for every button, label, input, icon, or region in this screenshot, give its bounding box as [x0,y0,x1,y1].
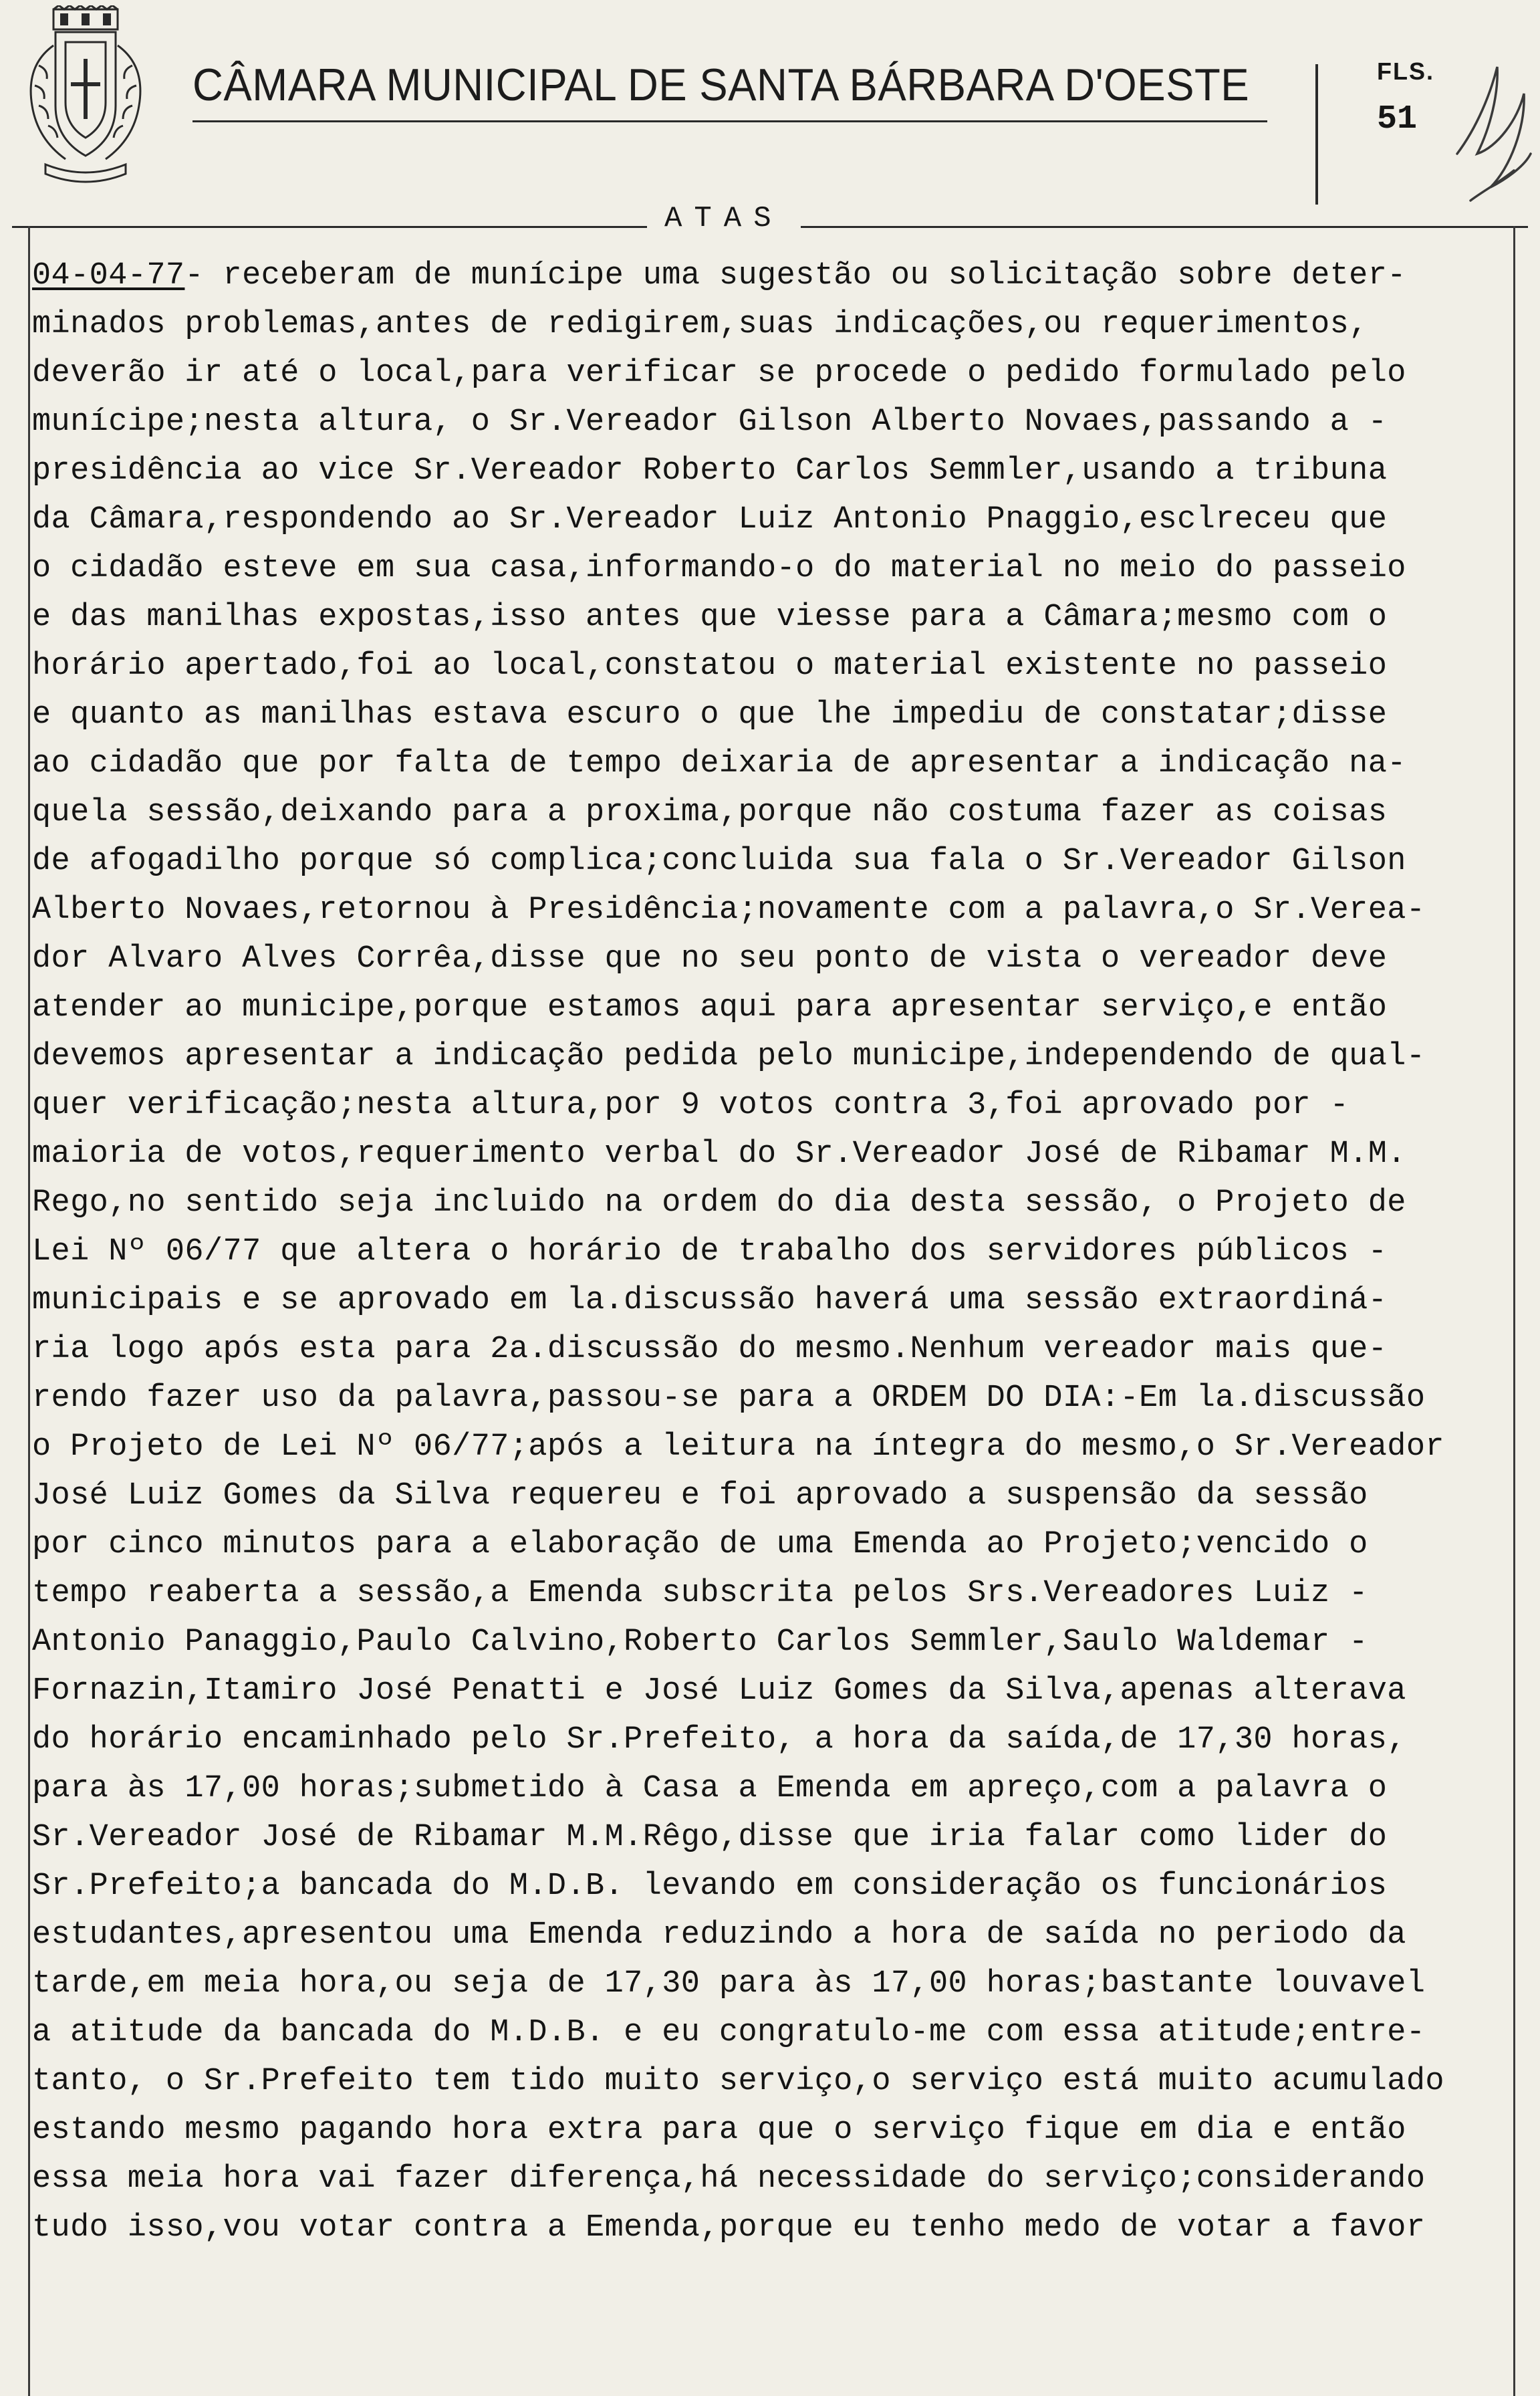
minutes-line: ria logo após esta para 2a.discussão do mesmo.Nenhum vereador mais que- [32,1332,1388,1367]
minutes-line: e quanto as manilhas estava escuro o que lhe impediu de constatar;disse [32,697,1388,733]
minutes-date: 04-04-77 [32,258,185,293]
minutes-line: quer verificação;nesta altura,por 9 votos contra 3,foi aprovado por - [32,1088,1350,1123]
minutes-line: tanto, o Sr.Prefeito tem tido muito serviço,o serviço está muito acumulado [32,2064,1444,2099]
header-divider [1315,64,1318,205]
minutes-line: Antonio Panaggio,Paulo Calvino,Roberto Carlos Semmler,Saulo Waldemar - [32,1625,1368,1660]
minutes-line: da Câmara,respondendo ao Sr.Vereador Luiz Antonio Pnaggio,esclreceu que [32,502,1388,537]
minutes-line: estudantes,apresentou uma Emenda reduzindo a hora de saída no periodo da [32,1917,1406,1953]
minutes-line: de afogadilho porque só complica;concluida sua fala o Sr.Vereador Gilson [32,844,1406,879]
minutes-line: presidência ao vice Sr.Vereador Roberto Carlos Semmler,usando a tribuna [32,453,1388,489]
minutes-line: dor Alvaro Alves Corrêa,disse que no seu ponto de vista o vereador deve [32,941,1388,977]
minutes-line: tarde,em meia hora,ou seja de 17,30 para às 17,00 horas;bastante louvavel [32,1966,1426,2002]
section-label: ATAS [647,202,801,235]
minutes-line: Sr.Vereador José de Ribamar M.M.Rêgo,disse que iria falar como lider do [32,1820,1388,1855]
minutes-line: devemos apresentar a indicação pedida pelo municipe,independendo de qual- [32,1039,1426,1074]
minutes-line-1: 04-04-77- receberam de munícipe uma sugestão ou solicitação sobre deter- [32,258,1406,293]
minutes-line: para às 17,00 horas;submetido à Casa a Emenda em apreço,com a palavra o [32,1771,1388,1806]
minutes-line: o Projeto de Lei Nº 06/77;após a leitura na íntegra do mesmo,o Sr.Vereador [32,1429,1444,1465]
minutes-line: Rego,no sentido seja incluido na ordem do dia desta sessão, o Projeto de [32,1185,1406,1221]
minutes-line: deverão ir até o local,para verificar se procede o pedido formulado pelo [32,356,1406,391]
title-underline [192,120,1267,122]
minutes-line: horário apertado,foi ao local,constatou o material existente no passeio [32,648,1388,684]
minutes-line: ao cidadão que por falta de tempo deixaria de apresentar a indicação na- [32,746,1406,782]
minutes-line-text: receberam de munícipe uma sugestão ou solicitação sobre deter- [223,258,1406,293]
coat-of-arms-icon [19,5,152,186]
folio-number: 51 [1377,100,1418,138]
minutes-line: essa meia hora vai fazer diferença,há necessidade do serviço;considerando [32,2161,1426,2197]
handwritten-signature [1450,53,1537,214]
minutes-line: por cinco minutos para a elaboração de uma Emenda ao Projeto;vencido o [32,1527,1368,1562]
frame-right-rule [1513,226,1515,2396]
minutes-line: tudo isso,vou votar contra a Emenda,porque eu tenho medo de votar a favor [32,2210,1426,2246]
minutes-line: minados problemas,antes de redigirem,suas indicações,ou requerimentos, [32,307,1368,342]
frame-left-rule [28,226,30,2396]
minutes-line: tempo reaberta a sessão,a Emenda subscrita pelos Srs.Vereadores Luiz - [32,1576,1368,1611]
folio-label: FLS. [1377,57,1434,85]
minutes-line: quela sessão,deixando para a proxima,porque não costuma fazer as coisas [32,795,1388,830]
minutes-line: Alberto Novaes,retornou à Presidência;novamente com a palavra,o Sr.Verea- [32,892,1426,928]
minutes-line: Lei Nº 06/77 que altera o horário de trabalho dos servidores públicos - [32,1234,1388,1270]
minutes-line: estando mesmo pagando hora extra para que o serviço fique em dia e então [32,2113,1406,2148]
minutes-line: atender ao municipe,porque estamos aqui para apresentar serviço,e então [32,990,1388,1026]
institution-title: CÂMARA MUNICIPAL DE SANTA BÁRBARA D'OESTE [192,59,1250,110]
minutes-line: e das manilhas expostas,isso antes que viesse para a Câmara;mesmo com o [32,600,1388,635]
minutes-line: municipais e se aprovado em la.discussão haverá uma sessão extraordiná- [32,1283,1388,1318]
minutes-line: do horário encaminhado pelo Sr.Prefeito, a hora da saída,de 17,30 horas, [32,1722,1406,1758]
minutes-line: a atitude da bancada do M.D.B. e eu congratulo-me com essa atitude;entre- [32,2015,1426,2050]
minutes-line: Fornazin,Itamiro José Penatti e José Luiz Gomes da Silva,apenas alterava [32,1673,1406,1709]
minutes-line: munícipe;nesta altura, o Sr.Vereador Gilson Alberto Novaes,passando a - [32,404,1388,440]
minutes-line: o cidadão esteve em sua casa,informando-o do material no meio do passeio [32,551,1406,586]
minutes-line: José Luiz Gomes da Silva requereu e foi aprovado a suspensão da sessão [32,1478,1368,1514]
minutes-line: maioria de votos,requerimento verbal do Sr.Vereador José de Ribamar M.M. [32,1136,1406,1172]
minutes-line: rendo fazer uso da palavra,passou-se para a ORDEM DO DIA:-Em la.discussão [32,1381,1426,1416]
minutes-line: Sr.Prefeito;a bancada do M.D.B. levando em consideração os funcionários [32,1869,1388,1904]
